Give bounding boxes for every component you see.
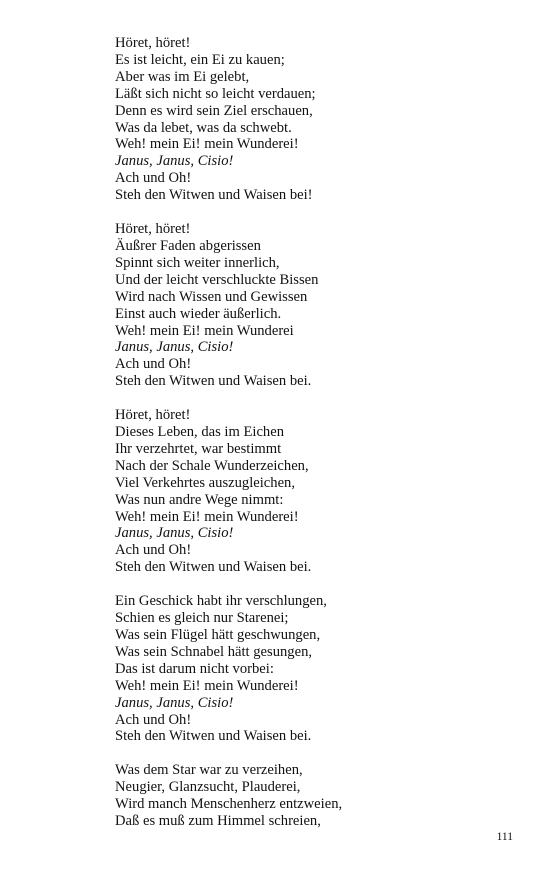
poem-line: Ihr verzehrtet, war bestimmt [115,440,282,457]
poem-line: Steh den Witwen und Waisen bei! [115,187,313,204]
poem-line: Höret, höret! [115,221,191,238]
stanza-5 [115,762,535,830]
poem-line: Was dem Star war zu verzeihen, [115,762,303,779]
poem-line: Ach und Oh! [115,170,192,187]
poem-line: Steh den Witwen und Waisen bei. [115,559,312,576]
poem-line: Das ist darum nicht vorbei: [115,660,274,677]
poem-line: Was nun andre Wege nimmt: [115,491,284,508]
poem-line: Nach der Schale Wunderzeichen, [115,457,309,474]
poem-line: Weh! mein Ei! mein Wunderei! [115,508,299,525]
poem-line: Und der leicht verschluckte Bissen [115,271,319,288]
poem-line: Schien es gleich nur Starenei; [115,610,289,627]
poem-line: Es ist leicht, ein Ei zu kauen; [115,51,285,68]
poem-line: Einst auch wieder äußerlich. [115,305,282,322]
poem-line: Viel Verkehrtes auszugleichen, [115,474,295,491]
stanza-1 [115,35,535,204]
poem-line: Was sein Schnabel hätt gesungen, [115,643,313,660]
poem-line: Denn es wird sein Ziel erschauen, [115,102,313,119]
poem-line: Höret, höret! [115,407,191,424]
poem-line: Aber was im Ei gelebt, [115,68,250,85]
poem-line: Steh den Witwen und Waisen bei. [115,728,312,745]
poem-line: Spinnt sich weiter innerlich, [115,254,280,271]
poem-line: Läßt sich nicht so leicht verdauen; [115,85,316,102]
poem-line: Ach und Oh! [115,356,192,373]
poem-line: Ach und Oh! [115,711,192,728]
poem-line: Weh! mein Ei! mein Wunderei [115,322,294,339]
poem-line: Neugier, Glanzsucht, Plauderei, [115,779,301,796]
stanza-4 [115,593,535,745]
poem-line-italic: Janus, Janus, Cisio! [115,153,234,170]
poem-line: Weh! mein Ei! mein Wunderei! [115,677,299,694]
poem-line: Was da lebet, was da schwebt. [115,119,292,136]
poem-line: Wird manch Menschenherz entzweien, [115,796,343,813]
page-number: 111 [496,831,513,843]
poem-line-italic: Janus, Janus, Cisio! [115,525,234,542]
poem-line-italic: Janus, Janus, Cisio! [115,694,234,711]
poem-line: Wird nach Wissen und Gewissen [115,288,308,305]
poem-line: Was sein Flügel hätt geschwungen, [115,627,321,643]
poem-line: Ach und Oh! [115,542,192,559]
poem-line: Daß es muß zum Himmel schreien, [115,813,321,830]
poem-line: Weh! mein Ei! mein Wunderei! [115,136,299,153]
poem-line: Dieses Leben, das im Eichen [115,424,284,441]
stanza-3 [115,407,535,576]
poem-line: Höret, höret! [115,35,191,51]
poem-text [115,35,535,847]
poem-line-italic: Janus, Janus, Cisio! [115,339,234,356]
poem-line: Steh den Witwen und Waisen bei. [115,373,312,390]
poem-line: Äußrer Faden abgerissen [115,237,261,254]
poem-line: Ein Geschick habt ihr verschlungen, [115,593,327,610]
stanza-2 [115,221,535,390]
